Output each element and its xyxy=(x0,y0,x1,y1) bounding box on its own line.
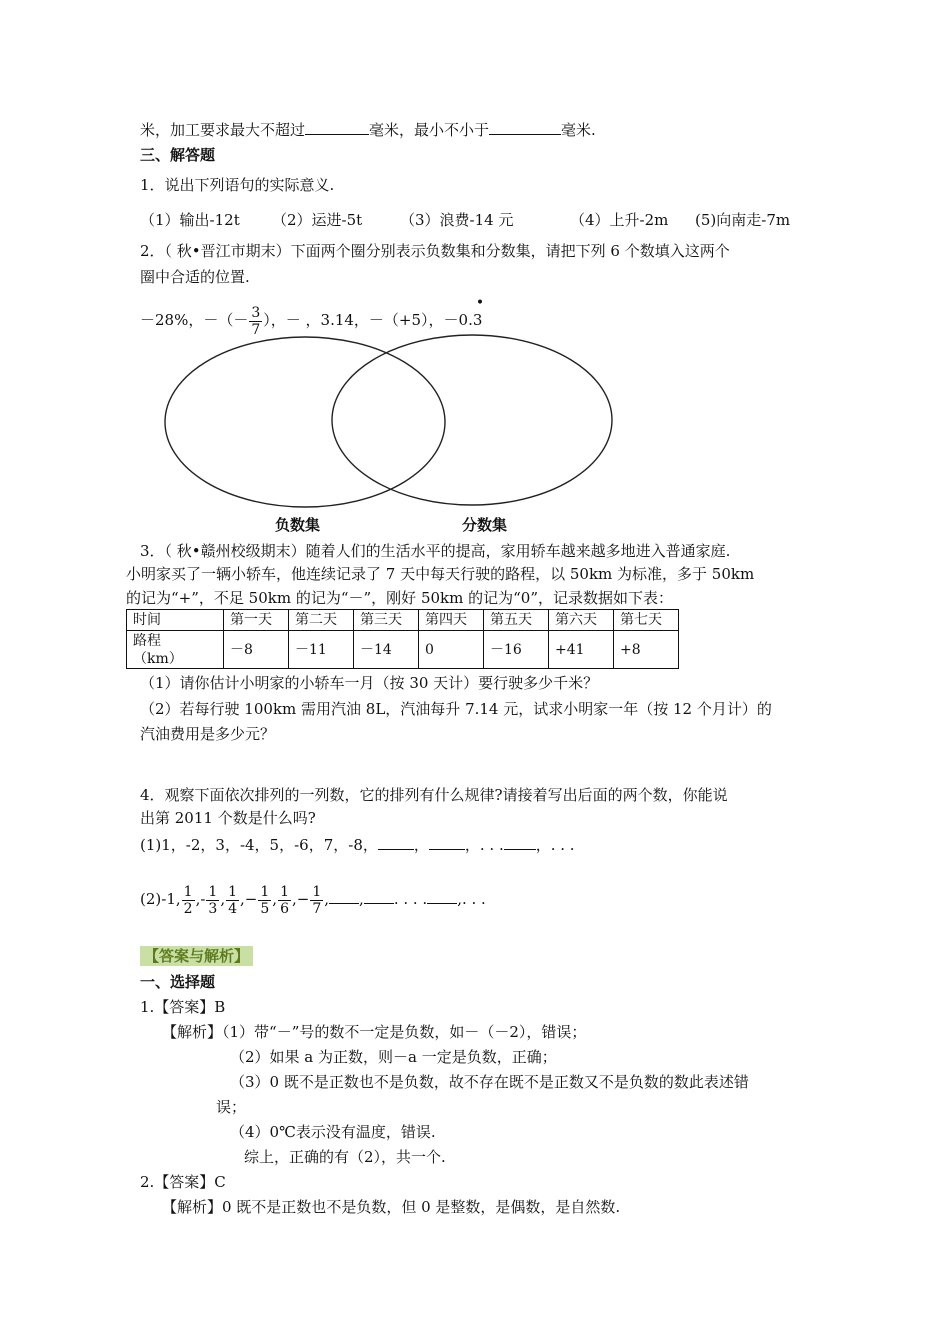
table-cell: －14 xyxy=(354,631,419,669)
q1-stem: 1．说出下列语句的实际意义. xyxy=(140,176,335,194)
table-cell: +8 xyxy=(614,631,679,669)
fill-in-line: 米，加工要求最大不超过 毫米，最小不小于 毫米. xyxy=(140,121,596,139)
q3-sub1: （1）请你估计小明家的小轿车一月（按 30 天计）要行驶多少千米？ xyxy=(140,674,599,692)
repeating-decimal: 3 • xyxy=(472,295,485,329)
venn-label-negative: 负数集 xyxy=(275,516,321,534)
fraction: $\frac{1}{7}$ xyxy=(312,883,322,917)
q4-sequence-2: (2)-1, $\frac{1}{2}$ ,- $\frac{1}{3}$ , $\frac{1}{4}$ ,− $\frac{1}{5}$ , $\frac{1}{6}$ ,− $\frac{1}{7}$ , , . . . . ,. . . xyxy=(140,883,486,917)
explanation-1-line: （2）如果 a 为正数，则－a 一定是负数，正确； xyxy=(230,1048,557,1066)
q2-stem-line2: 圈中合适的位置. xyxy=(140,268,250,286)
answer-blank[interactable] xyxy=(427,889,457,904)
table-header-cell: 第七天 xyxy=(614,610,679,631)
venn-label-fraction: 分数集 xyxy=(462,516,508,534)
answers-section-title: 一、选择题 xyxy=(140,973,216,991)
explanation-1-line: 误； xyxy=(216,1098,247,1116)
answer-blank[interactable] xyxy=(378,835,414,850)
q3-sub2-line1: （2）若每行驶 100km 需用汽油 8L，汽油每升 7.14 元，试求小明家一年（按 12 个月计）的 xyxy=(140,700,772,718)
table-cell: －8 xyxy=(224,631,289,669)
answer-blank-min[interactable] xyxy=(489,120,561,135)
q1-item-4: （4）上升-2m xyxy=(570,211,669,229)
answer-blank[interactable] xyxy=(329,889,359,904)
fraction-set-circle[interactable] xyxy=(332,335,612,505)
table-header-cell: 第六天 xyxy=(549,610,614,631)
q2-number-list: －28%，－（－ $\frac{3}{7}$ ），－ ，3.14，－（+5），－0.3 • xyxy=(140,300,482,340)
answer-blank[interactable] xyxy=(504,835,536,850)
q4-sequence-1: (1)1，-2，3，-4，5，-6，7，-8， ， ，. . . ，. . . xyxy=(140,836,575,854)
answer-2: 2.【答案】C xyxy=(140,1173,226,1191)
answers-header: 【答案与解析】 xyxy=(140,946,253,966)
table-cell: －16 xyxy=(484,631,549,669)
q3-stem-line1: 3．（ 秋•赣州校级期末）随着人们的生活水平的提高，家用轿车越来越多地进入普通家庭. xyxy=(140,542,731,560)
venn-diagram xyxy=(150,330,630,515)
answer-blank[interactable] xyxy=(364,889,394,904)
table-cell: +41 xyxy=(549,631,614,669)
table-row xyxy=(127,631,679,669)
table-header-cell: 第四天 xyxy=(419,610,484,631)
table-cell: －11 xyxy=(289,631,354,669)
answer-blank-max[interactable] xyxy=(305,120,369,135)
fraction: $\frac{1}{4}$ xyxy=(228,883,238,917)
table-header-cell: 第三天 xyxy=(354,610,419,631)
q3-stem-line2: 小明家买了一辆小轿车，他连续记录了 7 天中每天行驶的路程，以 50km 为标准，多于 50km xyxy=(126,565,755,583)
table-row-label: 路程 （km） xyxy=(127,631,224,669)
q1-item-2: （2）运进-5t xyxy=(272,211,363,229)
table-header-cell: 第一天 xyxy=(224,610,289,631)
table-header-cell: 时间 xyxy=(127,610,224,631)
q1-item-1: （1）输出-12t xyxy=(140,211,240,229)
explanation-1-line: （4）0℃表示没有温度，错误. xyxy=(230,1123,436,1141)
fraction: $\frac{1}{2}$ xyxy=(183,883,193,917)
explanation-2: 【解析】0 既不是正数也不是负数，但 0 是整数，是偶数，是自然数. xyxy=(162,1198,621,1216)
table-row xyxy=(127,610,679,631)
q3-sub2-line2: 汽油费用是多少元？ xyxy=(140,725,276,743)
table-header-cell: 第五天 xyxy=(484,610,549,631)
fraction: $\frac{1}{3}$ xyxy=(208,883,218,917)
q1-item-5: (5)向南走-7m xyxy=(695,211,791,229)
answer-1: 1.【答案】B xyxy=(140,998,226,1016)
explanation-1-line: 综上，正确的有（2），共一个. xyxy=(244,1148,446,1166)
explanation-1-line: （3）0 既不是正数也不是负数，故不存在既不是正数又不是负数的数此表述错 xyxy=(230,1073,749,1091)
q4-stem-line2: 出第 2011 个数是什么吗? xyxy=(140,809,316,827)
table-cell: 0 xyxy=(419,631,484,669)
section-title-answers: 三、解答题 xyxy=(140,146,216,164)
explanation-1-line: 【解析】（1）带“－”号的数不一定是负数，如－（－2），错误； xyxy=(162,1023,587,1041)
q3-stem-line3: 的记为“+”，不足 50km 的记为“－”，刚好 50km 的记为“0”，记录数据如下表： xyxy=(126,589,673,607)
q4-stem-line1: 4．观察下面依次排列的一列数，它的排列有什么规律?请接着写出后面的两个数，你能说 xyxy=(140,786,728,804)
answer-blank[interactable] xyxy=(429,835,465,850)
fraction: $\frac{1}{6}$ xyxy=(280,883,289,917)
table-header-cell: 第二天 xyxy=(289,610,354,631)
driving-record-table xyxy=(126,609,679,669)
negative-set-circle[interactable] xyxy=(165,337,445,507)
q2-stem-line1: 2．（ 秋•晋江市期末）下面两个圈分别表示负数集和分数集，请把下列 6 个数填入这两个 xyxy=(140,242,730,260)
fraction: $\frac{3}{7}$ xyxy=(251,304,261,338)
fraction: $\frac{1}{5}$ xyxy=(260,883,270,917)
q1-item-3: （3）浪费-14 元 xyxy=(400,211,514,229)
